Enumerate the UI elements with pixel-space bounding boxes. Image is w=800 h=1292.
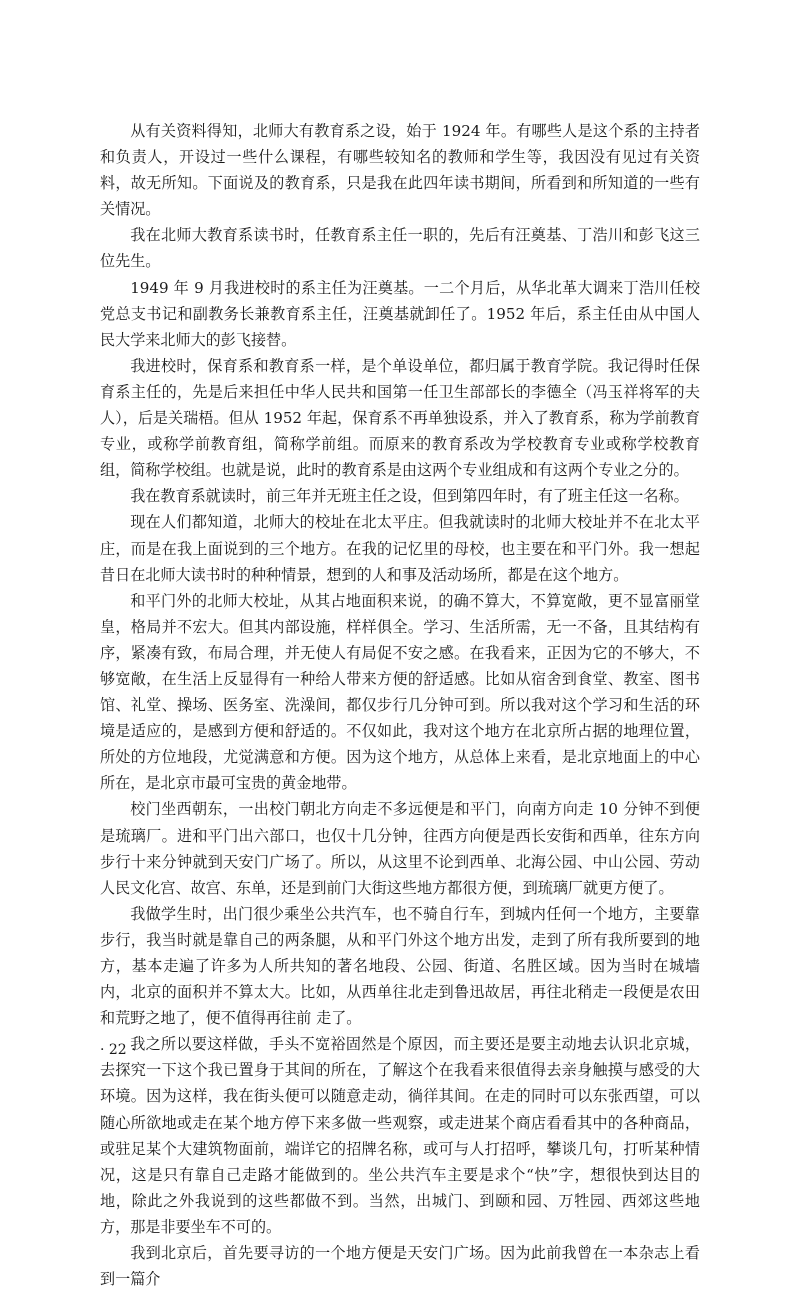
paragraph-2: 我在北师大教育系读书时，任教育系主任一职的，先后有汪奠基、丁浩川和彭飞这三位先生。 bbox=[100, 226, 700, 271]
paragraph-7: 和平门外的北师大校址，从其占地面积来说，的确不算大，不算宽敞，更不显富丽堂皇，格局并不宏大。但其内部设施，样样俱全。学习、生活所需，无一不备，且其结构有序，紧凑有致，布局合理，并无使人有局促不安之感。在我看来，正因为它的不够大，不够宽敞，在生活上反显得有一种给人带来方便的舒适感。比如从宿舍到食堂、教室、图书馆、礼堂、操场、医务室、洗澡间，都仅步行几分钟可到。所以我对这个学习和生活的环境是适应的，是感到方便和舒适的。不仅如此，我对这个地方在北京所占据的地理位置，所处的方位地段，尤觉满意和方便。因为这个地方，从总体上来看，是北京地面上的中心所在，是北京市最可宝贵的黄金地带。 bbox=[100, 591, 700, 793]
paragraph-6: 现在人们都知道，北师大的校址在北太平庄。但我就读时的北师大校址并不在北太平庄，而是在我上面说到的三个地方。在我的记忆里的母校，也主要在和平门外。我一想起昔日在北师大读书时的种种情景，想到的人和事及活动场所，都是在这个地方。 bbox=[100, 513, 700, 584]
paragraph-8: 校门坐西朝东，一出校门朝北方向走不多远便是和平门，向南方向走 10 分钟不到便是琉璃厂。进和平门出六部口，也仅十几分钟，往西方向便是西长安街和西单，往东方向步行十来分钟就到天安门广场了。所以，从这里不论到西单、北海公园、中山公园、劳动人民文化宫、故宫、东单，还是到前门大街这些地方都很方便，到琉璃厂就更方便了。 bbox=[100, 800, 700, 897]
paragraph-11: 我到北京后，首先要寻访的一个地方便是天安门广场。因为此前我曾在一本杂志上看到一篇介 bbox=[100, 1244, 700, 1289]
body-text bbox=[100, 118, 700, 1292]
paragraph-9: 我做学生时，出门很少乘坐公共汽车，也不骑自行车，到城内任何一个地方，主要靠步行，我当时就是靠自己的两条腿，从和平门外这个地方出发，走到了所有我所要到的地方，基本走遍了许多为人所共知的著名地段、公园、街道、名胜区域。因为当时在城墙内，北京的面积并不算太大。比如，从西单往北走到鲁迅故居，再往北稍走一段便是农田和荒野之地了，便不值得再往前 走了。 bbox=[100, 904, 700, 1028]
paragraph-1: 从有关资料得知，北师大有教育系之设，始于 1924 年。有哪些人是这个系的主持者和负责人，开设过一些什么课程，有哪些较知名的教师和学生等，我因没有见过有关资料，故无所知。下面说及的教育系，只是我在此四年读书期间，所看到和所知道的一些有关情况。 bbox=[100, 122, 700, 219]
paragraph-5: 我在教育系就读时，前三年并无班主任之设，但到第四年时，有了班主任这一名称。 bbox=[130, 487, 689, 506]
paragraph-3: 1949 年 9 月我进校时的系主任为汪奠基。一二个月后，从华北革大调来丁浩川任校党总支书记和副教务长兼教育系主任，汪奠基就卸任了。1952 年后，系主任由从中国人民大学来北师大的彭飞接替。 bbox=[100, 278, 700, 349]
paragraph-4: 我进校时，保育系和教育系一样，是个单设单位，都归属于教育学院。我记得时任保育系主任的，先是后来担任中华人民共和国第一任卫生部部长的李德全（冯玉祥将军的夫人），后是关瑞梧。但从 1952 年起，保育系不再单独设系，并入了教育系，称为学前教育专业，或称学前教育组，简称学前组。而原来的教育系改为学校教育专业或称学校教育组，简称学校组。也就是说，此时的教育系是由这两个专业组成和有这两个专业之分的。 bbox=[100, 356, 700, 480]
paragraph-10: 我之所以要这样做，手头不宽裕固然是个原因，而主要还是要主动地去认识北京城，去探究一下这个我已置身于其间的所在，了解这个在我看来很值得去亲身触摸与感受的大环境。因为这样，我在街头便可以随意走动，徜徉其间。在走的同时可以东张西望，可以随心所欲地或走在某个地方停下来多做一些观察，或走进某个商店看看其中的各种商品，或驻足某个大建筑物面前，端详它的招牌名称，或可与人打招呼，攀谈几句，打听某种情况，这是只有靠自己走路才能做到的。坐公共汽车主要是求个“快”字，想很快到达目的地，除此之外我说到的这些都做不到。当然，出城门、到颐和园、万牲园、西郊这些地方，那是非要坐车不可的。 bbox=[100, 1035, 700, 1236]
page-number: · 22 · bbox=[100, 1042, 136, 1058]
